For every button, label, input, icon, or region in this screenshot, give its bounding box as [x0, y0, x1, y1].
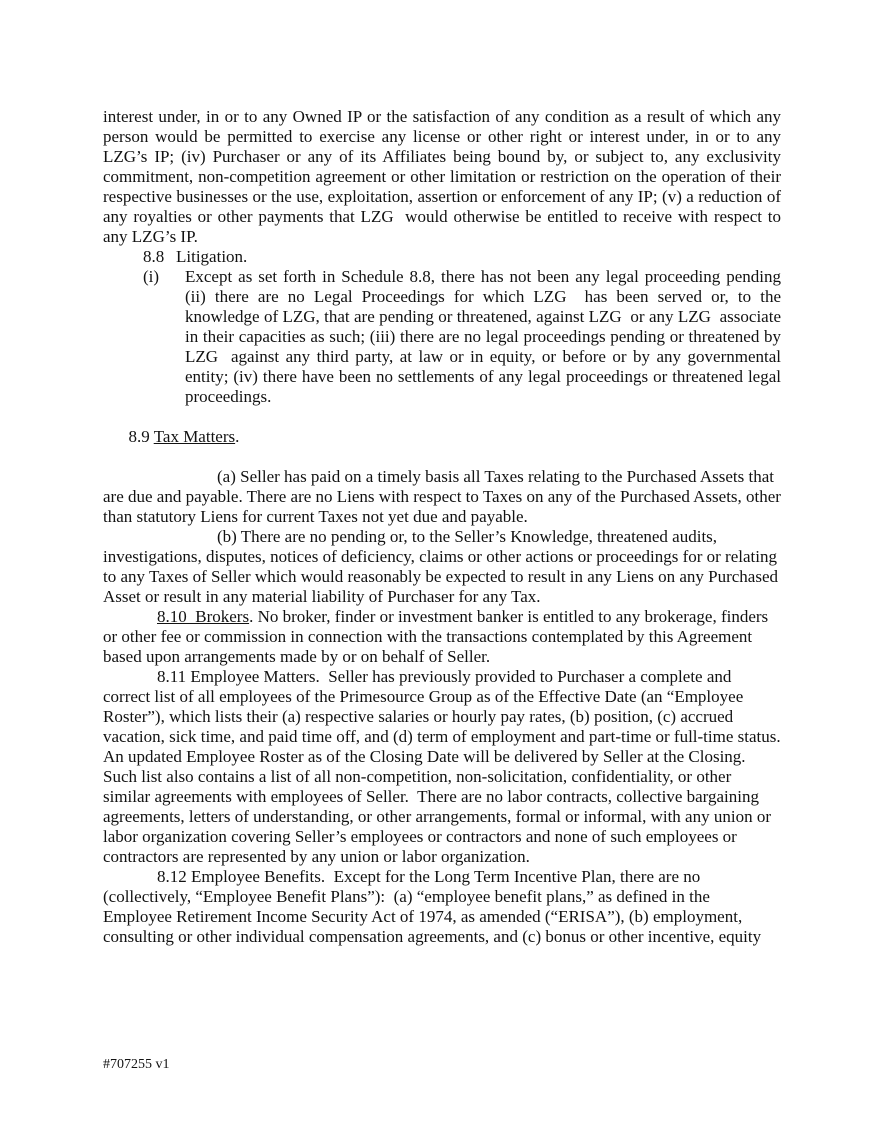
paragraph-tax-b: (b) There are no pending or, to the Seller’s Knowledge, threatened audits, investigations, disputes, notices of deficiency, claims or other actions or proceedings for or relating to any Taxes of Seller which would reasonably be expected to result in any Liens on any Purchased Asset or result in any material liability of Purchaser for any Tax. — [103, 527, 782, 606]
section-8-10-heading: 8.10 Brokers — [157, 607, 250, 626]
section-heading-8-8 — [103, 247, 781, 267]
paragraph-employee-matters-8-11: 8.11 Employee Matters. Seller has previously provided to Purchaser a complete and correct list of all employees of the Primesource Group as of the Effective Date (an “Employee Roster”), which lists their (a) respective salaries or hourly pay rates, (b) position, (c) accrued vacation, sick time, and paid time off, and (d) term of employment and part-time or full-time status. An updated Employee Roster as of the Closing Date will be delivered by Seller at the Closing. Such list also contains a list of all non-competition, non-solicitation, confidentiality, or other similar agreements with employees of Seller. There are no labor contracts, collective bargaining agreements, letters of understanding, or other arrangements, formal or informal, with any union or labor organization covering Seller’s employees or contractors and none of such employees or contractors are represented by any union or labor organization. — [103, 667, 789, 866]
paragraph-tax-a: (a) Seller has paid on a timely basis all Taxes relating to the Purchased Assets that are due and payable. There are no Liens with respect to Taxes on any of the Purchased Assets, other than statutory Liens for current Taxes not yet due and payable. — [103, 467, 786, 526]
document-body — [103, 107, 789, 947]
paragraph-brokers-8-10 — [103, 607, 781, 667]
section-8-9-period: . — [235, 427, 240, 446]
paragraph-employee-benefits-8-12: 8.12 Employee Benefits. Except for the Long Term Incentive Plan, there are no (collectively, “Employee Benefit Plans”): (a) “employee benefit plans,” as defined in the Employee Retirement Income Security Act of 1974, as amended (“ERISA”), (b) employment, consulting or other individual compensation agreements, and (c) bonus or other incentive, equity — [103, 867, 762, 946]
list-item-i-marker: (i) — [143, 267, 160, 286]
section-8-9-number: 8.9 — [128, 427, 154, 446]
paragraph-continuation: interest under, in or to any Owned IP or the satisfaction of any condition as a result of which any person would be permitted to exercise any license or other right or interest under, in or to any LZG’s IP; (iv) Purchaser or any of its Affiliates being bound by, or subject to, any exclusivity commitment, non-competition agreement or other limitation or restriction on the operation of their respective businesses or the use, exploitation, assertion or enforcement of any IP; (v) a reduction of any royalties or other payments that LZG would otherwise be entitled to receive with respect to any LZG’s IP. — [103, 107, 786, 246]
section-8-8-number: 8.8 — [143, 247, 165, 266]
section-8-9-title: Tax Matters — [153, 427, 236, 446]
section-8-10-text: . No broker, finder or investment banker is entitled to any brokerage, finders or other fee or commission in connection with the transactions contemplated by this Agreement based upon arrangements made by or on behalf of Seller. — [103, 607, 773, 666]
section-8-8-title: Litigation. — [176, 247, 248, 266]
list-item-i — [103, 267, 786, 407]
document-footer-id: #707255 v1 — [103, 1057, 170, 1072]
list-item-i-text: Except as set forth in Schedule 8.8, there has not been any legal proceeding pending (ii) there are no Legal Proceedings for which LZG has been served or, to the knowledge of LZG, that are pending or threatened, against LZG or any LZG associate in their capacities as such; (iii) there are no legal proceedings pending or threatened by LZG against any third party, at law or in equity, or before or by any governmental entity; (iv) there have been no settlements of any legal proceedings or threatened legal proceedings. — [185, 267, 786, 406]
section-heading-8-9 — [103, 407, 781, 467]
